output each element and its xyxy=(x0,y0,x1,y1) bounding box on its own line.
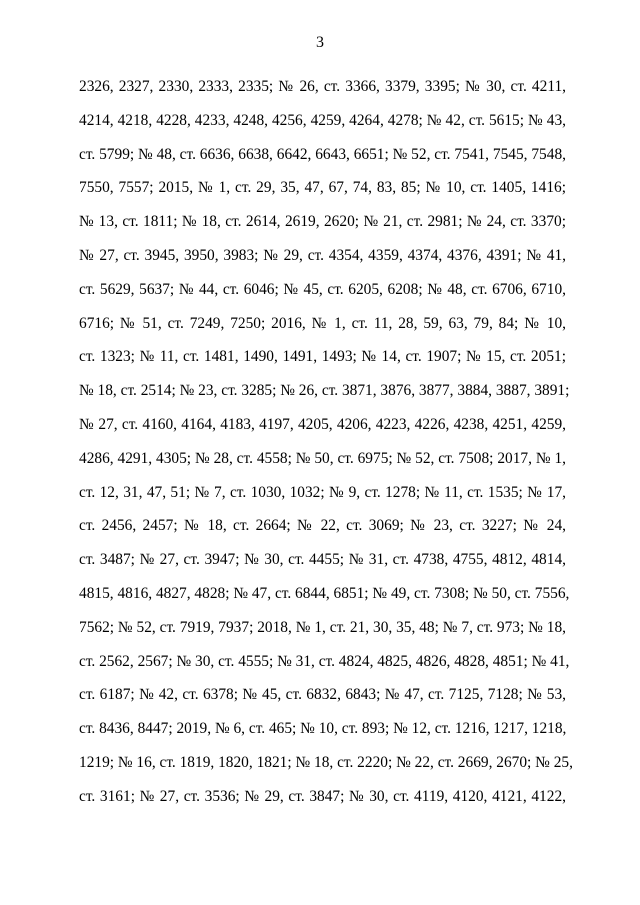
text-line: ст. 1323; № 11, ст. 1481, 1490, 1491, 1493; № 14, ст. 1907; № 15, ст. 2051; xyxy=(79,348,566,366)
text-line: ст. 3487; № 27, ст. 3947; № 30, ст. 4455; № 31, ст. 4738, 4755, 4812, 4814, xyxy=(79,551,566,569)
text-line: 4286, 4291, 4305; № 28, ст. 4558; № 50, ст. 6975; № 52, ст. 7508; 2017, № 1, xyxy=(79,449,566,467)
text-line: ст. 5629, 5637; № 44, ст. 6046; № 45, ст. 6205, 6208; № 48, ст. 6706, 6710, xyxy=(79,280,566,298)
text-line: 1219; № 16, ст. 1819, 1820, 1821; № 18, ст. 2220; № 22, ст. 2669, 2670; № 25, xyxy=(79,753,573,771)
text-line: 7550, 7557; 2015, № 1, ст. 29, 35, 47, 67, 74, 83, 85; № 10, ст. 1405, 1416; xyxy=(79,179,566,197)
text-line: ст. 2456, 2457; № 18, ст. 2664; № 22, ст. 3069; № 23, ст. 3227; № 24, xyxy=(79,517,566,535)
document-body xyxy=(79,70,573,814)
text-line: № 13, ст. 1811; № 18, ст. 2614, 2619, 2620; № 21, ст. 2981; № 24, ст. 3370; xyxy=(79,213,566,231)
text-line: 6716; № 51, ст. 7249, 7250; 2016, № 1, ст. 11, 28, 59, 63, 79, 84; № 10, xyxy=(79,314,566,332)
text-line: ст. 5799; № 48, ст. 6636, 6638, 6642, 6643, 6651; № 52, ст. 7541, 7545, 7548, xyxy=(79,145,566,163)
text-line: ст. 2562, 2567; № 30, ст. 4555; № 31, ст. 4824, 4825, 4826, 4828, 4851; № 41, xyxy=(79,652,570,670)
text-line: 2326, 2327, 2330, 2333, 2335; № 26, ст. 3366, 3379, 3395; № 30, ст. 4211, xyxy=(79,78,566,95)
text-line: ст. 6187; № 42, ст. 6378; № 45, ст. 6832, 6843; № 47, ст. 7125, 7128; № 53, xyxy=(79,686,566,704)
text-line: № 27, ст. 4160, 4164, 4183, 4197, 4205, 4206, 4223, 4226, 4238, 4251, 4259, xyxy=(79,415,566,433)
text-line: № 27, ст. 3945, 3950, 3983; № 29, ст. 4354, 4359, 4374, 4376, 4391; № 41, xyxy=(79,246,566,264)
text-line: 7562; № 52, ст. 7919, 7937; 2018, № 1, ст. 21, 30, 35, 48; № 7, ст. 973; № 18, xyxy=(79,618,566,636)
text-line: ст. 8436, 8447; 2019, № 6, ст. 465; № 10, ст. 893; № 12, ст. 1216, 1217, 1218, xyxy=(79,720,567,738)
text-line: № 18, ст. 2514; № 23, ст. 3285; № 26, ст. 3871, 3876, 3877, 3884, 3887, 3891; xyxy=(79,382,570,400)
text-line: 4214, 4218, 4228, 4233, 4248, 4256, 4259, 4264, 4278; № 42, ст. 5615; № 43, xyxy=(79,111,566,129)
text-line: 4815, 4816, 4827, 4828; № 47, ст. 6844, 6851; № 49, ст. 7308; № 50, ст. 7556, xyxy=(79,584,570,602)
text-line: ст. 3161; № 27, ст. 3536; № 29, ст. 3847; № 30, ст. 4119, 4120, 4121, 4122, xyxy=(79,787,566,805)
page-number: 3 xyxy=(316,34,324,51)
text-line: ст. 12, 31, 47, 51; № 7, ст. 1030, 1032; № 9, ст. 1278; № 11, ст. 1535; № 17, xyxy=(79,483,566,501)
